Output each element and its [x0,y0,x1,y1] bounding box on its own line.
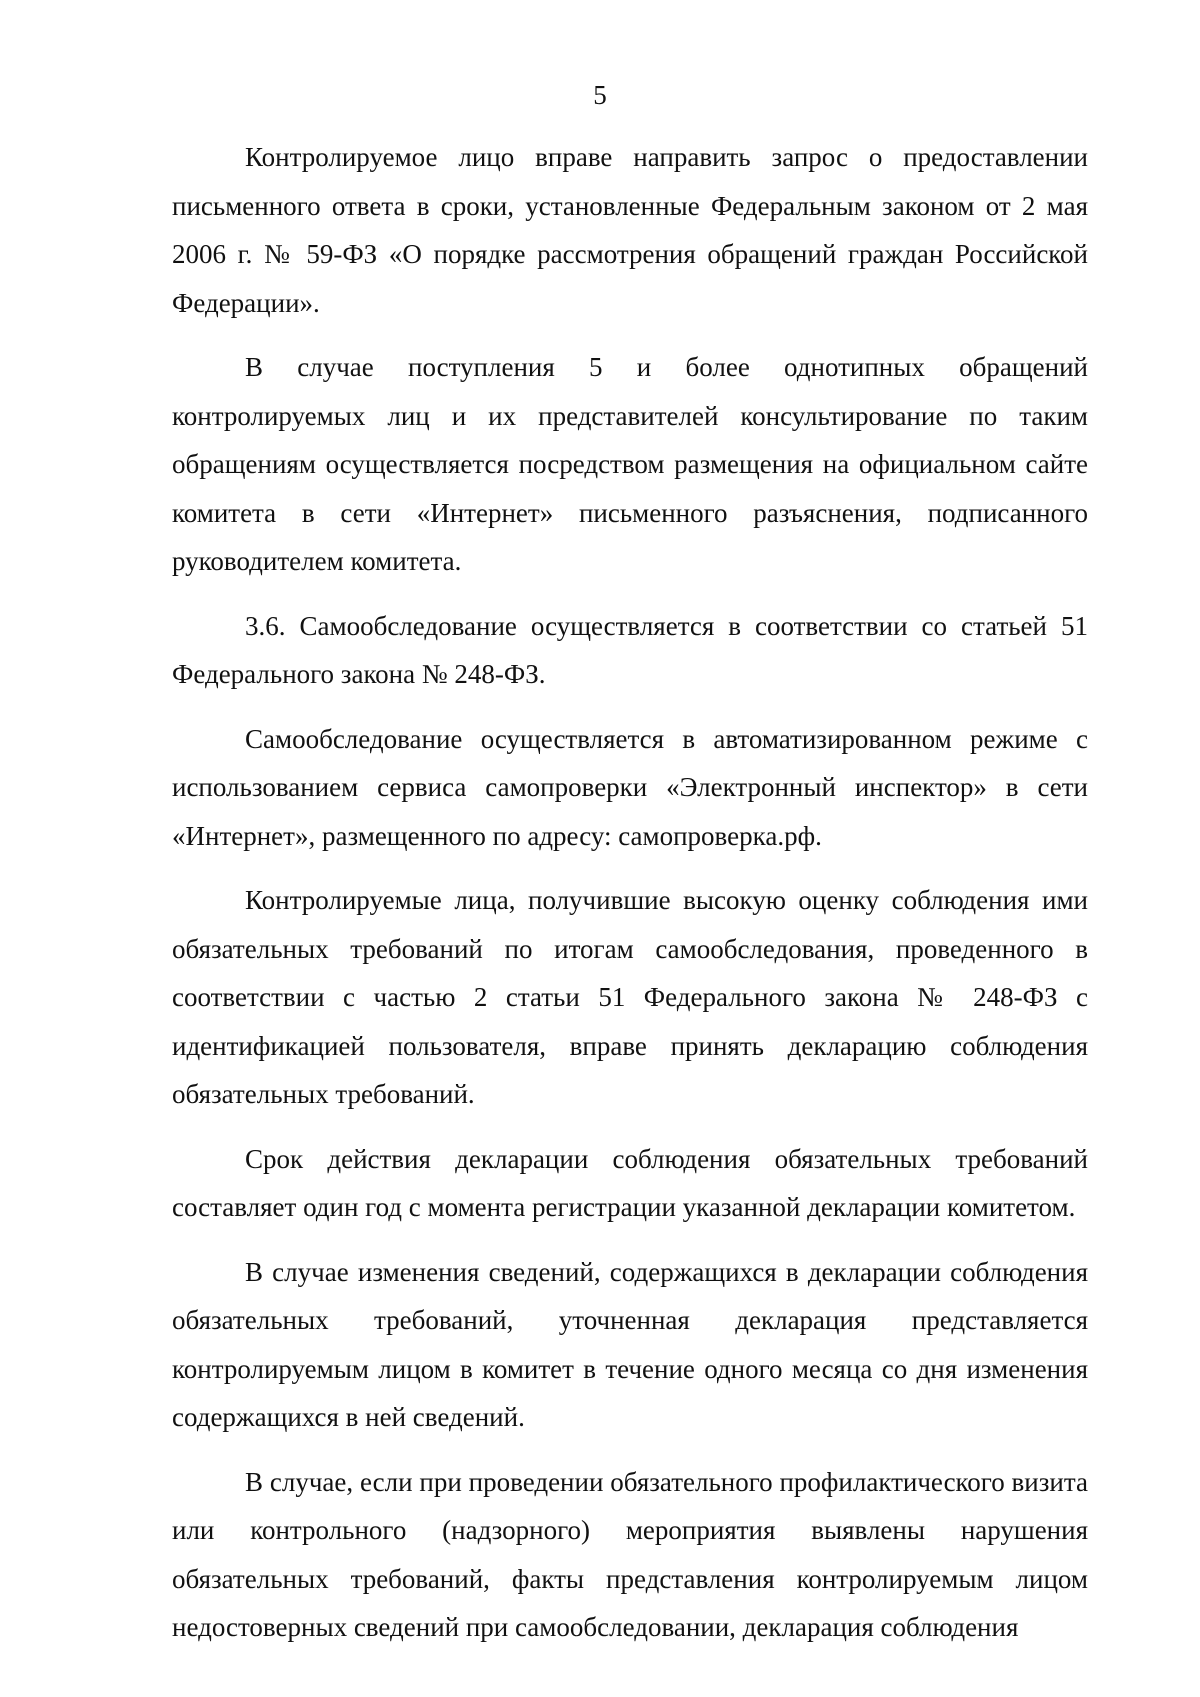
paragraph-declaration-update: В случае изменения сведений, содержащихся в декларации соблюдения обязательных требований, уточненная декларация представляется контролируемым лицом в комитет в течение одного месяца со дня изменения содержащихся в ней сведений. [172,1256,1088,1432]
paragraph-violations: В случае, если при проведении обязательного профилактического визита или контрольного (надзорного) мероприятия выявлены нарушения обязательных требований, факты представления контролируемым лицом недостоверных сведений при самообследовании, декларация соблюдения [172,1466,1088,1642]
document-body [172,133,1088,1668]
page-number: 5 [593,80,607,110]
paragraph-declaration-term: Срок действия декларации соблюдения обязательных требований составляет один год с момента регистрации указанной декларации комитетом. [172,1143,1088,1222]
paragraph-self-examination-clause: 3.6. Самообследование осуществляется в соответствии со статьей 51 Федерального закона № 248-ФЗ. [172,610,1088,689]
paragraph-similar-appeals: В случае поступления 5 и более однотипных обращений контролируемых лиц и их представителей консультирование по таким обращениям осуществляется посредством размещения на официальном сайте комитета в сети «Интернет» письменного разъяснения, подписанного руководителем комитета. [172,352,1088,576]
paragraph-declaration-right: Контролируемые лица, получившие высокую оценку соблюдения ими обязательных требований по итогам самообследования, проведенного в соответствии с частью 2 статьи 51 Федерального закона № 248-ФЗ с идентификацией пользователя, вправе принять декларацию соблюдения обязательных требований. [172,885,1088,1109]
paragraph-automated-mode: Самообследование осуществляется в автоматизированном режиме с использованием сервиса самопроверки «Электронный инспектор» в сети «Интернет», размещенного по адресу: самопроверка.рф. [172,723,1088,851]
paragraph-written-request: Контролируемое лицо вправе направить запрос о предоставлении письменного ответа в сроки, установленные Федеральным законом от 2 мая 2006 г. № 59-ФЗ «О порядке рассмотрения обращений граждан Российской Федерации». [172,142,1088,318]
